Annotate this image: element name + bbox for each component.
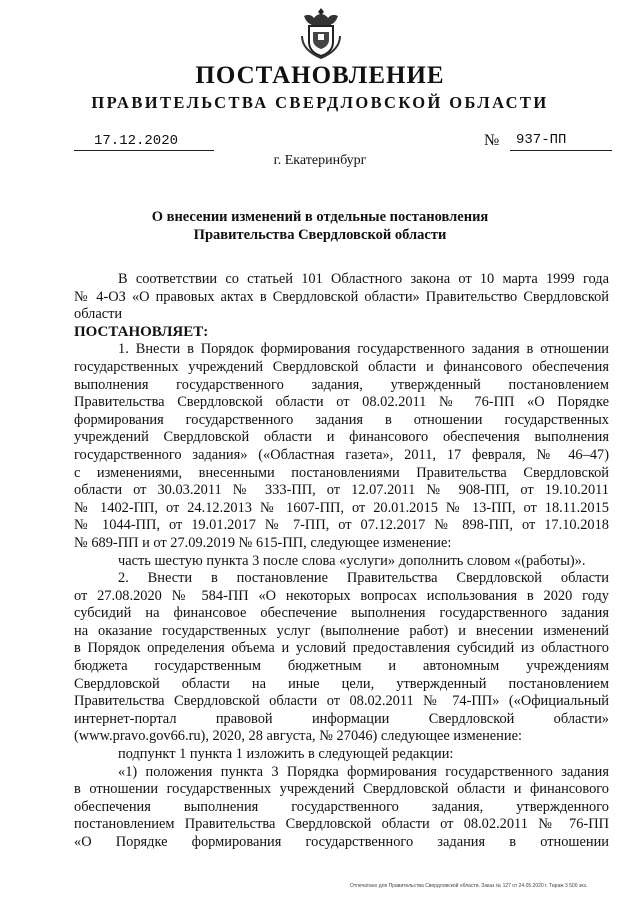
intro-line: № 4-ОЗ «О правовых актах в Свердловской области» Правительство Свердловской bbox=[74, 288, 609, 305]
paragraph-2-line: от 27.08.2020 № 584-ПП «О некоторых вопросах использования в 2020 году bbox=[74, 587, 609, 604]
paragraph-1-line: учреждений Свердловской области и финансового обеспечения выполнения bbox=[74, 429, 609, 446]
paragraph-2b-line: «О Порядке формирования государственного задания в отношении bbox=[74, 834, 609, 850]
document-title: ПОСТАНОВЛЕНИЕ bbox=[195, 62, 445, 89]
paragraph-1-line: 1. Внести в Порядок формирования государственного задания в отношении bbox=[118, 341, 609, 358]
paragraph-1-line: Правительства Свердловской области от 08.02.2011 № 76-ПП «О Порядке bbox=[74, 394, 609, 411]
paragraph-1-line: с изменениями, внесенными постановлениями Правительства Свердловской bbox=[74, 464, 609, 481]
document-date: 17.12.2020 bbox=[74, 132, 214, 151]
paragraph-2a: подпункт 1 пункта 1 изложить в следующей редакции: bbox=[118, 746, 454, 763]
paragraph-1-line: № 1402-ПП, от 24.12.2013 № 1607-ПП, от 20.01.2015 № 13-ПП, от 18.11.2015 bbox=[74, 499, 609, 516]
paragraph-2b-line: «1) положения пункта 3 Порядка формирования государственного задания bbox=[118, 763, 609, 780]
paragraph-1-line: № 1044-ПП, от 19.01.2017 № 7-ПП, от 07.12.2017 № 898-ПП, от 17.10.2018 bbox=[74, 517, 609, 534]
intro-line: области bbox=[74, 306, 123, 323]
paragraph-1-line: выполнения государственного задания, утвержденный постановлением bbox=[74, 376, 609, 393]
paragraph-1-line: формирования государственного задания в отношении государственных bbox=[74, 411, 609, 428]
paragraph-1-line: № 689-ПП и от 27.09.2019 № 615-ПП, следующее изменение: bbox=[74, 534, 452, 551]
print-note: Отпечатано для Правительства Свердловской области. Заказ № 127 от 24.05.2020 г. Тираж 3 500 экз. bbox=[350, 883, 588, 889]
paragraph-2-line: 2. Внести в постановление Правительства Свердловской области bbox=[118, 570, 609, 587]
heading-line: Правительства Свердловской области bbox=[193, 227, 447, 243]
number-sign: № bbox=[484, 132, 500, 149]
paragraph-2b-line: в отношении государственных учреждений Свердловской области и финансового bbox=[74, 781, 609, 798]
paragraph-2-line: в Порядок определения объема и условий предоставления субсидий из областного bbox=[74, 640, 609, 657]
decree-word: ПОСТАНОВЛЯЕТ: bbox=[74, 323, 209, 340]
paragraph-2-line: бюджета государственным бюджетным и автономным учреждениям bbox=[74, 658, 609, 675]
paragraph-2-line: Свердловской области на иные цели, утвержденный постановлением bbox=[74, 675, 609, 692]
paragraph-1-line: области от 30.03.2011 № 333-ПП, от 12.07.2011 № 908-ПП, от 19.10.2011 bbox=[74, 482, 609, 499]
paragraph-1-line: государственного задания» («Областная газета», 2011, 17 февраля, № 46–47) bbox=[74, 446, 609, 463]
paragraph-1a: часть шестую пункта 3 после слова «услуги» дополнить словом «(работы)». bbox=[118, 552, 586, 569]
paragraph-1-line: государственных учреждений Свердловской области и финансового обеспечения bbox=[74, 358, 609, 375]
paragraph-2-line: на оказание государственных услуг (выполнение работ) и внесении изменений bbox=[74, 622, 609, 639]
intro-line: В соответствии со статьей 101 Областного закона от 10 марта 1999 года bbox=[118, 271, 609, 287]
coat-of-arms-icon bbox=[300, 6, 342, 60]
paragraph-2b-line: обеспечения выполнения государственного задания, утвержденного bbox=[74, 798, 609, 815]
document-body bbox=[74, 271, 609, 852]
document-number bbox=[484, 131, 606, 151]
document-subtitle: ПРАВИТЕЛЬСТВА СВЕРДЛОВСКОЙ ОБЛАСТИ bbox=[91, 93, 549, 112]
paragraph-2-line: интернет-портал правовой информации Свердловской области» bbox=[74, 710, 609, 727]
number-value: 937-ПП bbox=[510, 131, 612, 151]
heading-line: О внесении изменений в отдельные постановления bbox=[151, 209, 489, 225]
document-heading bbox=[120, 208, 520, 244]
city: г. Екатеринбург bbox=[273, 153, 367, 168]
paragraph-2-line: (www.pravo.gov66.ru), 2020, 28 августа, № 27046) следующее изменение: bbox=[74, 728, 522, 745]
paragraph-2-line: Правительства Свердловской области от 08.02.2011 № 74-ПП» («Официальный bbox=[74, 693, 609, 710]
paragraph-2b-line: постановлением Правительства Свердловской области от 08.02.2011 № 76-ПП bbox=[74, 816, 609, 833]
paragraph-2-line: субсидий на финансовое обеспечение выполнения государственного задания bbox=[74, 605, 609, 622]
